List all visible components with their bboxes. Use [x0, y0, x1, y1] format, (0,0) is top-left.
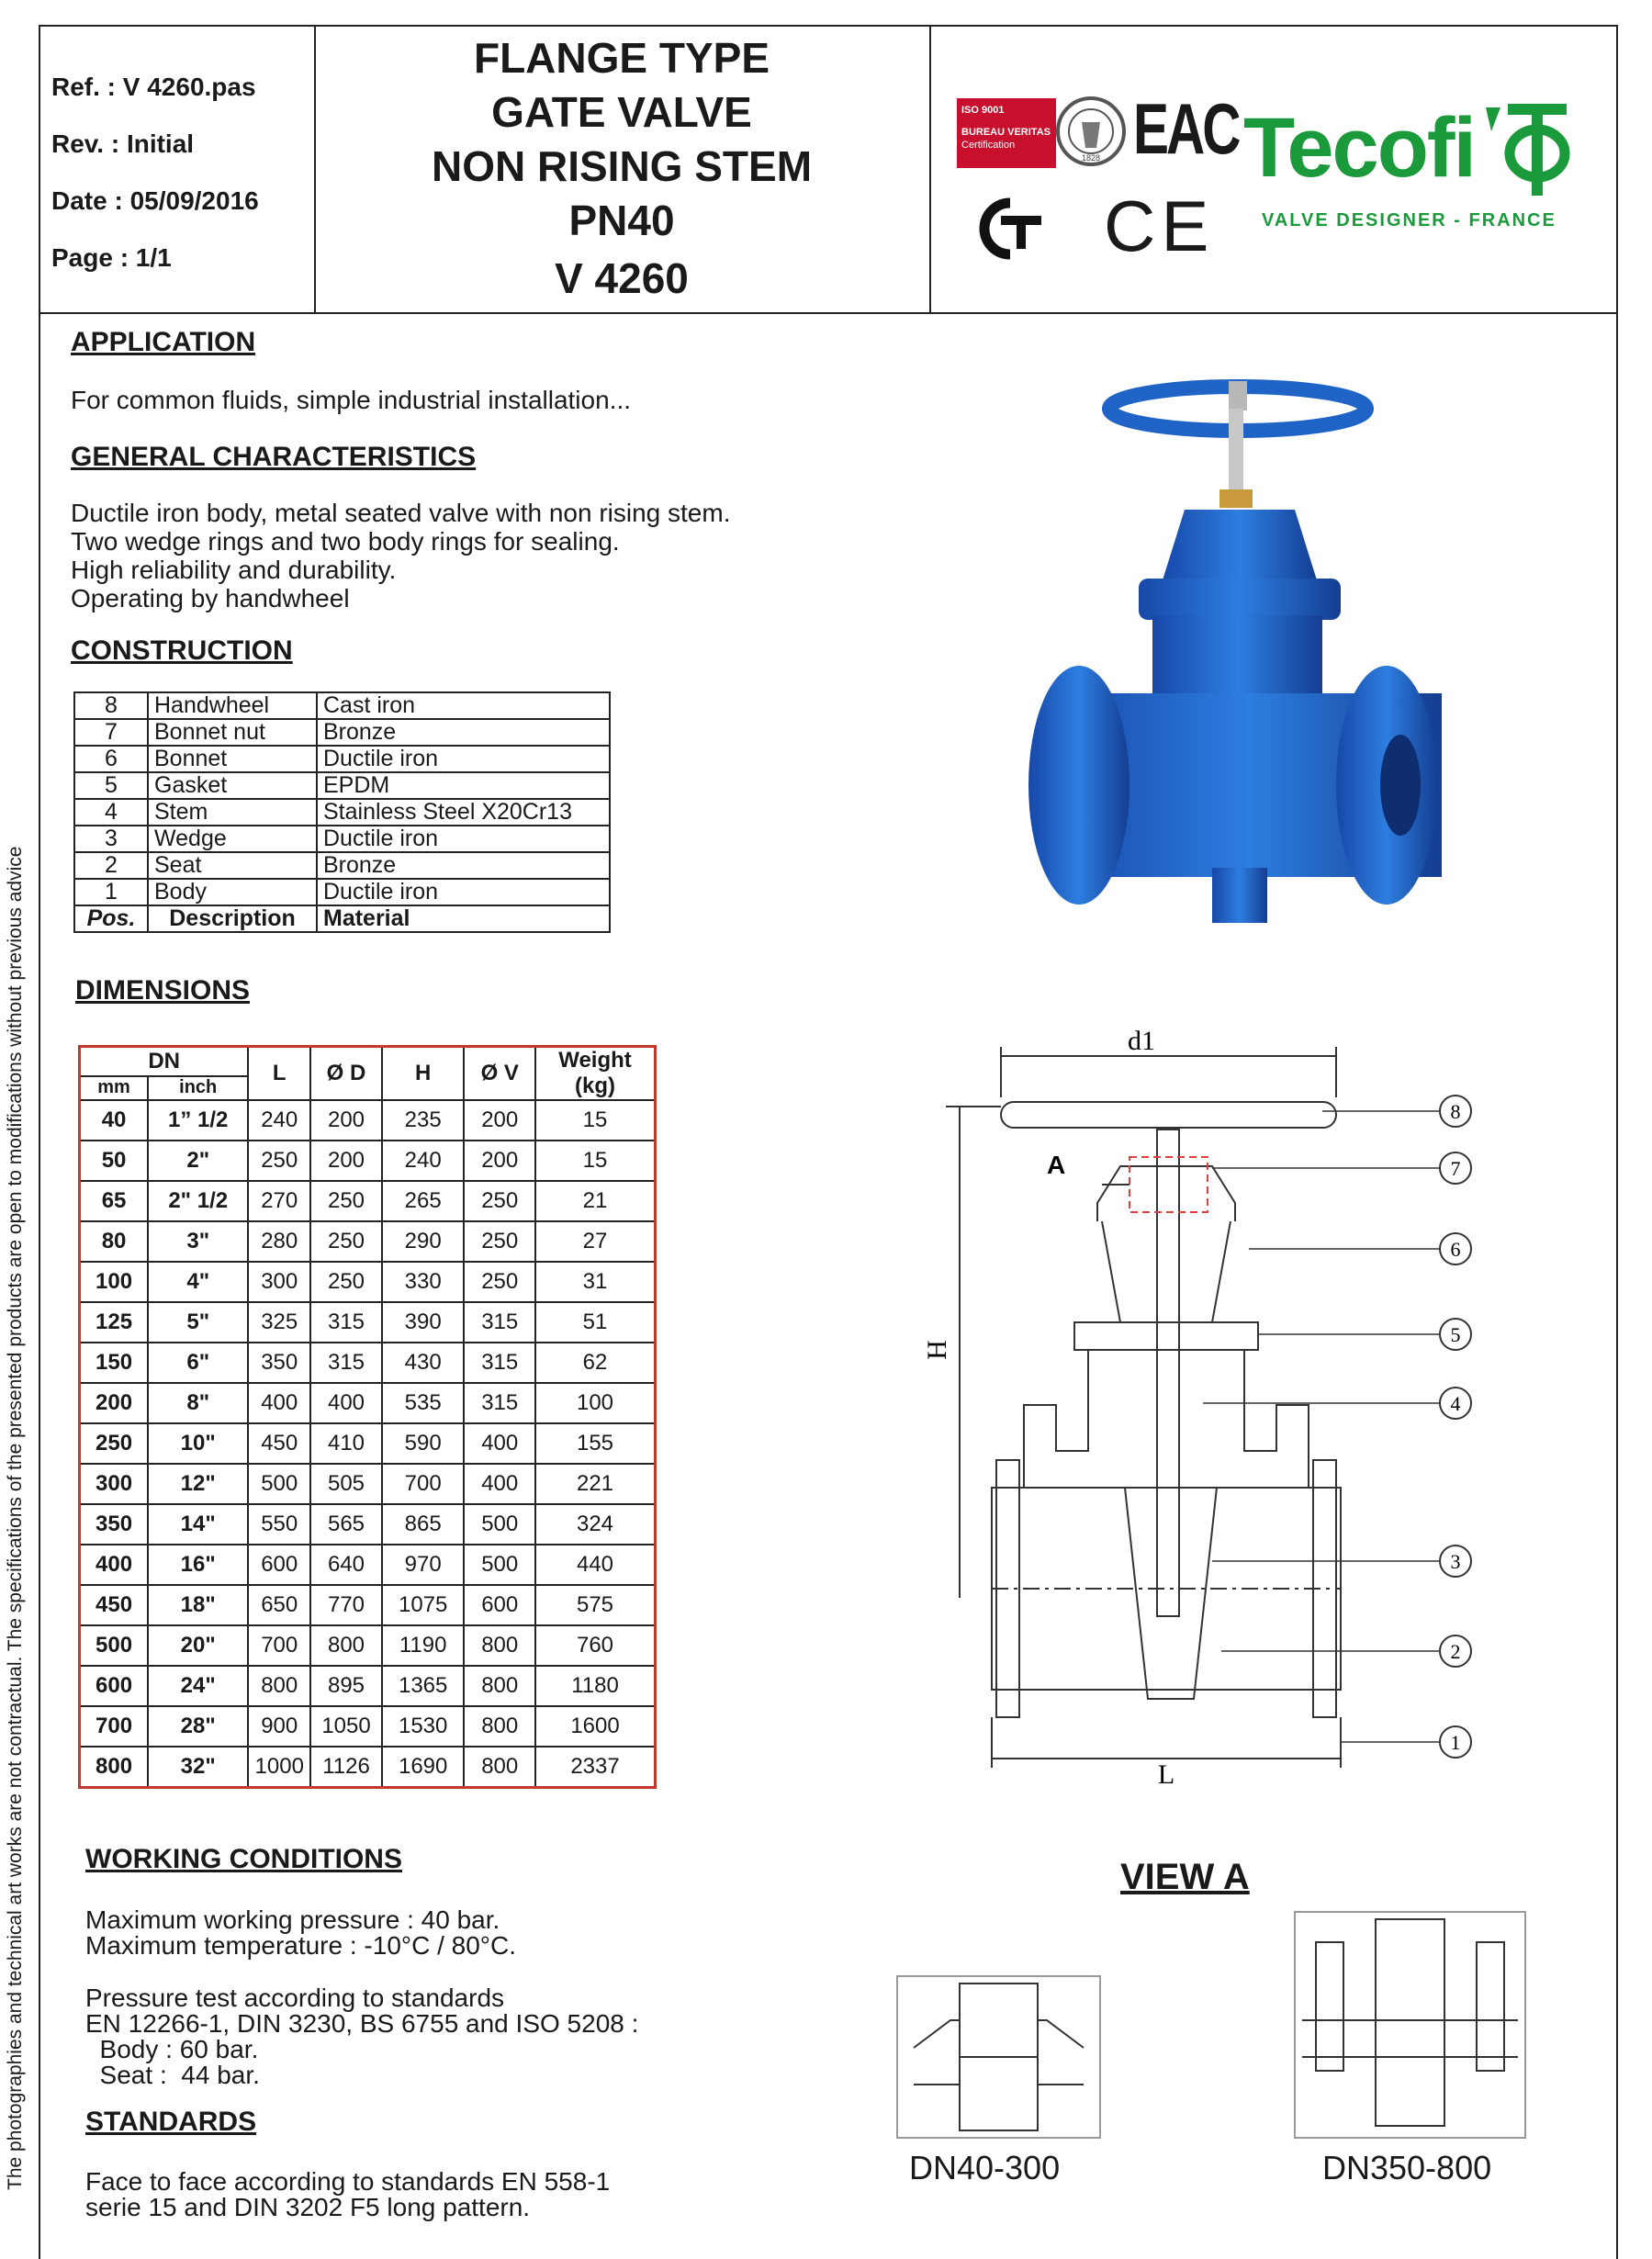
mm-cell: 500: [80, 1625, 149, 1666]
mm-cell: 200: [80, 1383, 149, 1423]
pos-cell: 6: [74, 746, 148, 772]
d-cell: 410: [310, 1423, 382, 1464]
dimension-row: [80, 1181, 656, 1221]
description-header: Description: [148, 905, 317, 932]
mm-cell: 50: [80, 1141, 149, 1181]
description-cell: Gasket: [148, 772, 317, 799]
weight-cell: 27: [535, 1221, 655, 1262]
callout-number: 5: [1450, 1323, 1461, 1346]
pos-header: Pos.: [74, 905, 148, 932]
l-cell: 300: [248, 1262, 310, 1302]
h-cell: 1075: [382, 1585, 465, 1625]
h-cell: 1190: [382, 1625, 465, 1666]
h-header: H: [382, 1047, 465, 1101]
l-cell: 800: [248, 1666, 310, 1706]
construction-row: [74, 879, 610, 905]
callout-number: 3: [1450, 1550, 1461, 1573]
h-cell: 235: [382, 1100, 465, 1141]
d-cell: 315: [310, 1302, 382, 1343]
h-label: H: [922, 1340, 952, 1360]
page-line: Page : 1/1: [51, 243, 172, 272]
brand-name: Tecofi: [1243, 101, 1476, 195]
inch-cell: 14": [148, 1504, 248, 1545]
description-cell: Seat: [148, 852, 317, 879]
inch-cell: 2" 1/2: [148, 1181, 248, 1221]
d-cell: 400: [310, 1383, 382, 1423]
inch-cell: 10": [148, 1423, 248, 1464]
d-cell: 895: [310, 1666, 382, 1706]
callout-number: 1: [1450, 1731, 1461, 1754]
d-cell: 800: [310, 1625, 382, 1666]
l-cell: 280: [248, 1221, 310, 1262]
l-cell: 250: [248, 1141, 310, 1181]
construction-row: [74, 852, 610, 879]
h-cell: 865: [382, 1504, 465, 1545]
weight-cell: 221: [535, 1464, 655, 1504]
pos-cell: 3: [74, 826, 148, 852]
weight-cell: 1180: [535, 1666, 655, 1706]
d-cell: 505: [310, 1464, 382, 1504]
material-header: Material: [317, 905, 610, 932]
title-line-3: NON RISING STEM: [431, 142, 813, 190]
construction-row: [74, 719, 610, 746]
description-cell: Handwheel: [148, 692, 317, 719]
dim-header-row: [80, 1047, 656, 1076]
v-header: Ø V: [464, 1047, 535, 1101]
v-cell: 315: [464, 1302, 535, 1343]
svg-text:1828: 1828: [1081, 153, 1101, 163]
dimension-row: [80, 1343, 656, 1383]
h-cell: 1530: [382, 1706, 465, 1747]
construction-row: [74, 692, 610, 719]
view-a-left-label: DN40-300: [909, 2149, 1061, 2186]
brand-phi-icon: [1480, 100, 1572, 201]
technical-drawing: [922, 1019, 1524, 1827]
dimension-row: [80, 1383, 656, 1423]
inch-cell: 12": [148, 1464, 248, 1504]
description-cell: Wedge: [148, 826, 317, 852]
mm-cell: 65: [80, 1181, 149, 1221]
d-cell: 1126: [310, 1747, 382, 1788]
view-a-heading: VIEW A: [1120, 1857, 1250, 1897]
material-cell: Stainless Steel X20Cr13: [317, 799, 610, 826]
d-cell: 200: [310, 1100, 382, 1141]
title-line-1: FLANGE TYPE: [473, 34, 770, 82]
weight-cell: 155: [535, 1423, 655, 1464]
dimension-row: [80, 1585, 656, 1625]
d-cell: 1050: [310, 1706, 382, 1747]
mm-cell: 125: [80, 1302, 149, 1343]
v-cell: 800: [464, 1747, 535, 1788]
pos-cell: 2: [74, 852, 148, 879]
dimensions-heading: DIMENSIONS: [75, 975, 251, 1006]
callout-number: 4: [1450, 1392, 1461, 1415]
construction-heading: CONSTRUCTION: [71, 635, 293, 666]
mm-cell: 100: [80, 1262, 149, 1302]
weight-cell: 31: [535, 1262, 655, 1302]
description-cell: Bonnet: [148, 746, 317, 772]
l-cell: 1000: [248, 1747, 310, 1788]
v-cell: 600: [464, 1585, 535, 1625]
inch-cell: 4": [148, 1262, 248, 1302]
l-cell: 350: [248, 1343, 310, 1383]
title-block: [314, 27, 931, 312]
dimension-row: [80, 1141, 656, 1181]
test-line-2: EN 12266-1, DIN 3230, BS 6755 and ISO 5208 :: [85, 2009, 639, 2038]
construction-table: [73, 691, 611, 933]
v-cell: 200: [464, 1100, 535, 1141]
h-cell: 970: [382, 1545, 465, 1585]
v-cell: 315: [464, 1343, 535, 1383]
bv-text-cert: Certification: [961, 140, 1016, 151]
view-a-right-label: DN350-800: [1322, 2149, 1492, 2186]
weight-cell: 575: [535, 1585, 655, 1625]
bureau-veritas-seal-icon: [1054, 85, 1128, 177]
h-cell: 590: [382, 1423, 465, 1464]
h-cell: 1690: [382, 1747, 465, 1788]
l-cell: 450: [248, 1423, 310, 1464]
dimension-row: [80, 1221, 656, 1262]
h-cell: 265: [382, 1181, 465, 1221]
working-line-2: Maximum temperature : -10°C / 80°C.: [85, 1931, 516, 1960]
weight-cell: 324: [535, 1504, 655, 1545]
dimension-row: [80, 1302, 656, 1343]
l-cell: 400: [248, 1383, 310, 1423]
pos-cell: 5: [74, 772, 148, 799]
inch-cell: 2": [148, 1141, 248, 1181]
dimension-row: [80, 1666, 656, 1706]
d-cell: 200: [310, 1141, 382, 1181]
material-cell: Ductile iron: [317, 746, 610, 772]
d-cell: 565: [310, 1504, 382, 1545]
weight-cell: 760: [535, 1625, 655, 1666]
inch-cell: 28": [148, 1706, 248, 1747]
d-cell: 250: [310, 1181, 382, 1221]
inch-cell: 16": [148, 1545, 248, 1585]
standards-line-1: Face to face according to standards EN 558-1: [85, 2167, 611, 2196]
mm-cell: 700: [80, 1706, 149, 1747]
construction-row: [74, 746, 610, 772]
standards-heading: STANDARDS: [85, 2107, 257, 2137]
inch-cell: 1” 1/2: [148, 1100, 248, 1141]
mm-cell: 450: [80, 1585, 149, 1625]
inch-header: inch: [148, 1076, 248, 1100]
inch-cell: 24": [148, 1666, 248, 1706]
v-cell: 250: [464, 1221, 535, 1262]
application-heading: APPLICATION: [71, 327, 256, 357]
dimension-row: [80, 1747, 656, 1788]
l-cell: 240: [248, 1100, 310, 1141]
test-line-4: Seat : 44 bar.: [85, 2061, 260, 2089]
mm-header: mm: [80, 1076, 149, 1100]
weight-cell: 15: [535, 1100, 655, 1141]
mm-cell: 300: [80, 1464, 149, 1504]
d1-label: d1: [1128, 1026, 1155, 1056]
v-cell: 315: [464, 1383, 535, 1423]
d-header: Ø D: [310, 1047, 382, 1101]
working-heading: WORKING CONDITIONS: [85, 1844, 402, 1874]
weight-header: Weight (kg): [535, 1047, 655, 1101]
dimension-row: [80, 1423, 656, 1464]
pos-cell: 8: [74, 692, 148, 719]
description-cell: Bonnet nut: [148, 719, 317, 746]
title-line-4: PN40: [568, 197, 675, 244]
v-cell: 250: [464, 1181, 535, 1221]
mm-cell: 800: [80, 1747, 149, 1788]
l-cell: 550: [248, 1504, 310, 1545]
weight-cell: 51: [535, 1302, 655, 1343]
dimensions-table: [78, 1045, 657, 1789]
l-cell: 600: [248, 1545, 310, 1585]
material-cell: Ductile iron: [317, 879, 610, 905]
l-label: L: [1157, 1759, 1175, 1790]
header-box: [39, 25, 1618, 314]
v-cell: 800: [464, 1666, 535, 1706]
l-cell: 325: [248, 1302, 310, 1343]
eac-mark: EAC: [1133, 88, 1239, 169]
callout-number: 2: [1450, 1640, 1461, 1663]
l-cell: 900: [248, 1706, 310, 1747]
inch-cell: 6": [148, 1343, 248, 1383]
v-cell: 800: [464, 1706, 535, 1747]
weight-cell: 21: [535, 1181, 655, 1221]
bv-text-name: BUREAU VERITAS: [961, 127, 1051, 138]
dimension-row: [80, 1545, 656, 1585]
h-cell: 240: [382, 1141, 465, 1181]
construction-row: [74, 799, 610, 826]
h-cell: 700: [382, 1464, 465, 1504]
inch-cell: 3": [148, 1221, 248, 1262]
gost-r-icon: [964, 194, 1056, 267]
v-cell: 250: [464, 1262, 535, 1302]
general-line-4: Operating by handwheel: [71, 584, 350, 613]
standards-line-2: serie 15 and DIN 3202 F5 long pattern.: [85, 2193, 531, 2221]
view-a-large-drawing: [1293, 1910, 1527, 2140]
dimension-row: [80, 1262, 656, 1302]
application-text: For common fluids, simple industrial installation...: [71, 386, 632, 414]
h-cell: 290: [382, 1221, 465, 1262]
general-line-1: Ductile iron body, metal seated valve with non rising stem.: [71, 499, 731, 527]
weight-cell: 62: [535, 1343, 655, 1383]
valve-photo: [992, 372, 1359, 1006]
construction-row: [74, 826, 610, 852]
mm-cell: 80: [80, 1221, 149, 1262]
l-cell: 650: [248, 1585, 310, 1625]
v-cell: 500: [464, 1545, 535, 1585]
test-line-3: Body : 60 bar.: [85, 2035, 259, 2063]
h-cell: 330: [382, 1262, 465, 1302]
general-line-2: Two wedge rings and two body rings for sealing.: [71, 527, 620, 556]
dimension-row: [80, 1100, 656, 1141]
material-cell: Bronze: [317, 852, 610, 879]
h-cell: 430: [382, 1343, 465, 1383]
callout-number: 7: [1450, 1157, 1461, 1180]
general-heading: GENERAL CHARACTERISTICS: [71, 442, 477, 472]
inch-cell: 18": [148, 1585, 248, 1625]
l-cell: 700: [248, 1625, 310, 1666]
v-cell: 500: [464, 1504, 535, 1545]
description-cell: Body: [148, 879, 317, 905]
h-cell: 1365: [382, 1666, 465, 1706]
working-line-1: Maximum working pressure : 40 bar.: [85, 1905, 500, 1934]
title-line-2: GATE VALVE: [491, 88, 752, 136]
pos-cell: 7: [74, 719, 148, 746]
v-cell: 200: [464, 1141, 535, 1181]
construction-row: [74, 772, 610, 799]
mm-cell: 40: [80, 1100, 149, 1141]
doc-meta: [40, 27, 316, 312]
l-header: L: [248, 1047, 310, 1101]
dimension-row: [80, 1625, 656, 1666]
brand-tagline: VALVE DESIGNER - FRANCE: [1262, 210, 1556, 230]
l-cell: 500: [248, 1464, 310, 1504]
ce-mark: CE: [1104, 185, 1215, 266]
material-cell: Ductile iron: [317, 826, 610, 852]
view-a-small-drawing: [895, 1974, 1102, 2140]
d-cell: 250: [310, 1262, 382, 1302]
side-disclaimer: The photographies and technical art works are not contractual. The specifications of the presented products are open to modifications without previous advice: [5, 846, 26, 2190]
test-line-1: Pressure test according to standards: [85, 1984, 505, 2012]
ref-line: Ref. : V 4260.pas: [51, 73, 256, 101]
weight-cell: 2337: [535, 1747, 655, 1788]
bureau-veritas-badge: [957, 98, 1056, 168]
weight-cell: 440: [535, 1545, 655, 1585]
inch-cell: 20": [148, 1625, 248, 1666]
d-cell: 315: [310, 1343, 382, 1383]
mm-cell: 600: [80, 1666, 149, 1706]
weight-cell: 100: [535, 1383, 655, 1423]
material-cell: Cast iron: [317, 692, 610, 719]
inch-cell: 32": [148, 1747, 248, 1788]
mm-cell: 150: [80, 1343, 149, 1383]
weight-cell: 1600: [535, 1706, 655, 1747]
callout-number: 8: [1450, 1100, 1461, 1123]
h-cell: 535: [382, 1383, 465, 1423]
inch-cell: 5": [148, 1302, 248, 1343]
construction-footer-row: [74, 905, 610, 932]
h-cell: 390: [382, 1302, 465, 1343]
dimension-row: [80, 1504, 656, 1545]
dn-header: DN: [80, 1047, 249, 1076]
bv-text-iso: ISO 9001: [961, 105, 1005, 116]
material-cell: Bronze: [317, 719, 610, 746]
l-cell: 270: [248, 1181, 310, 1221]
general-line-3: High reliability and durability.: [71, 556, 397, 584]
date-line: Date : 05/09/2016: [51, 186, 259, 215]
mm-cell: 350: [80, 1504, 149, 1545]
a-label: A: [1047, 1151, 1066, 1179]
material-cell: EPDM: [317, 772, 610, 799]
product-code: V 4260: [555, 254, 689, 302]
callout-number: 6: [1450, 1238, 1461, 1261]
mm-cell: 400: [80, 1545, 149, 1585]
dimension-row: [80, 1464, 656, 1504]
mm-cell: 250: [80, 1423, 149, 1464]
pos-cell: 1: [74, 879, 148, 905]
weight-cell: 15: [535, 1141, 655, 1181]
inch-cell: 8": [148, 1383, 248, 1423]
rev-line: Rev. : Initial: [51, 129, 195, 158]
d-cell: 640: [310, 1545, 382, 1585]
d-cell: 770: [310, 1585, 382, 1625]
pos-cell: 4: [74, 799, 148, 826]
v-cell: 400: [464, 1423, 535, 1464]
description-cell: Stem: [148, 799, 317, 826]
dimension-row: [80, 1706, 656, 1747]
v-cell: 400: [464, 1464, 535, 1504]
v-cell: 800: [464, 1625, 535, 1666]
d-cell: 250: [310, 1221, 382, 1262]
